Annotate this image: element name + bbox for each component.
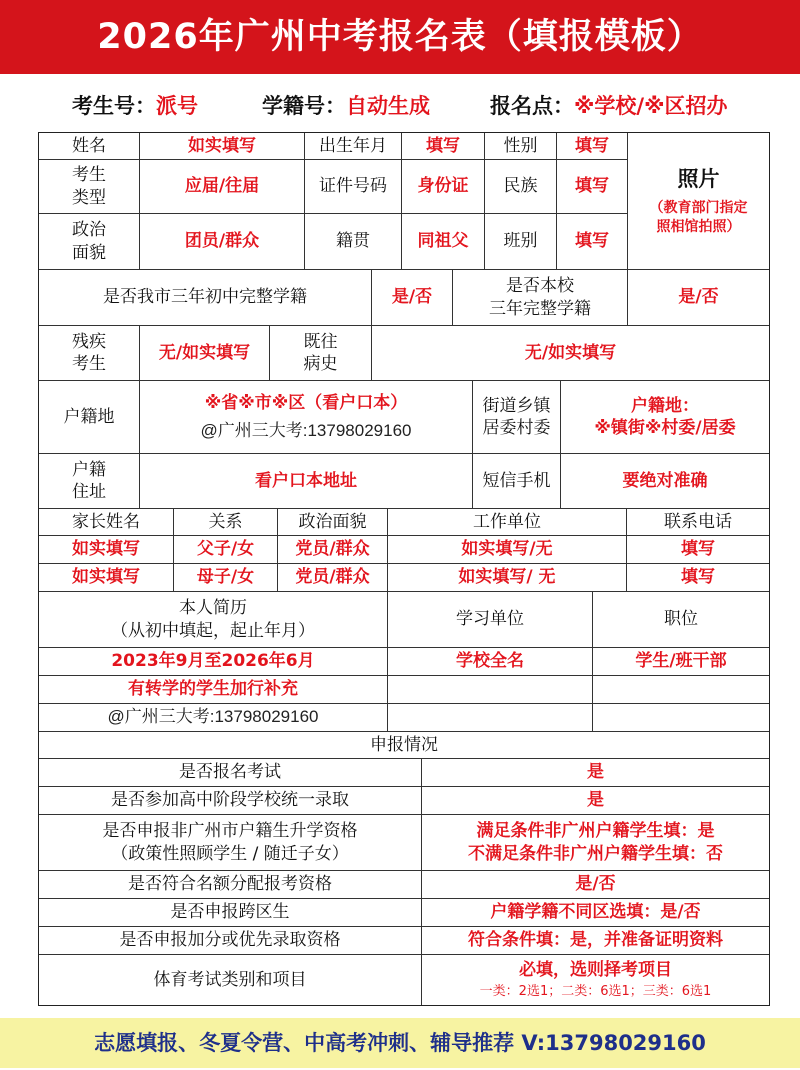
decl-label-quota: 是否符合名额分配报考资格 bbox=[39, 871, 422, 899]
birth-value: 填写 bbox=[402, 133, 485, 160]
parents-header-name: 家长姓名 bbox=[39, 509, 174, 536]
resume-period: 2023年9月至2026年6月 bbox=[39, 648, 388, 676]
resume-position: 学生/班干部 bbox=[593, 648, 769, 676]
hukou-value: ※省※市※区（看户口本） bbox=[204, 392, 408, 413]
native-value: 同祖父 bbox=[402, 214, 485, 270]
student-no-label: 学籍号： bbox=[262, 94, 346, 118]
gender-label: 性别 bbox=[485, 133, 557, 160]
exam-no-field bbox=[72, 86, 198, 126]
political-label: 政治 面貌 bbox=[39, 214, 140, 270]
parent2-name: 如实填写 bbox=[39, 564, 174, 592]
title-banner: 2026年广州中考报名表（填报模板） bbox=[0, 0, 800, 74]
exam-no-value: 派号 bbox=[156, 94, 198, 118]
exam-no-label: 考生号： bbox=[72, 94, 156, 118]
ethnic-label: 民族 bbox=[485, 160, 557, 214]
decl-pe-note: 一类：2选1；二类：6选1；三类：6选1 bbox=[479, 984, 712, 1000]
parent1-political: 党员/群众 bbox=[278, 536, 388, 564]
photo-note: （教育部门指定 照相馆拍照） bbox=[649, 200, 748, 235]
parent2-relation: 母子/女 bbox=[174, 564, 278, 592]
footer-banner: 志愿填报、冬夏令营、中高考冲刺、辅导推荐 V:13798029160 bbox=[0, 1018, 800, 1068]
photo-box bbox=[628, 133, 769, 270]
student-no-value: 自动生成 bbox=[346, 94, 430, 118]
decl-value-nonlocal: 满足条件非广州户籍学生填：是 不满足条件非广州户籍学生填：否 bbox=[422, 815, 769, 871]
decl-label-bonus: 是否申报加分或优先录取资格 bbox=[39, 927, 422, 955]
ethnic-value: 填写 bbox=[557, 160, 628, 214]
decl-label-pe: 体育考试类别和项目 bbox=[39, 955, 422, 1005]
decl-label-crossdistrict: 是否申报跨区生 bbox=[39, 899, 422, 927]
street-value: 户籍地： ※镇街※村委/居委 bbox=[561, 381, 769, 454]
parent1-phone: 填写 bbox=[627, 536, 769, 564]
resume-empty-unit-1 bbox=[388, 676, 593, 704]
declaration-header: 申报情况 bbox=[39, 732, 769, 759]
resume-unit: 学校全名 bbox=[388, 648, 593, 676]
school3-label: 是否本校 三年完整学籍 bbox=[453, 270, 628, 326]
resume-unit-header: 学习单位 bbox=[388, 592, 593, 648]
decl-value-exam: 是 bbox=[422, 759, 769, 787]
sms-value: 要绝对准确 bbox=[561, 454, 769, 509]
disabled-label: 残疾 考生 bbox=[39, 326, 140, 381]
parents-header-phone: 联系电话 bbox=[627, 509, 769, 536]
street-label: 街道乡镇 居委村委 bbox=[473, 381, 561, 454]
birth-label: 出生年月 bbox=[305, 133, 402, 160]
decl-value-crossdistrict: 户籍学籍不同区选填：是/否 bbox=[422, 899, 769, 927]
class-value: 填写 bbox=[557, 214, 628, 270]
hukou-watermark: @广州三大考:13798029160 bbox=[200, 421, 412, 440]
decl-label-admission: 是否参加高中阶段学校统一录取 bbox=[39, 787, 422, 815]
parent2-political: 党员/群众 bbox=[278, 564, 388, 592]
full3-label: 是否我市三年初中完整学籍 bbox=[39, 270, 372, 326]
parents-header-political: 政治面貌 bbox=[278, 509, 388, 536]
gender-value: 填写 bbox=[557, 133, 628, 160]
full3-value: 是/否 bbox=[372, 270, 453, 326]
registration-form bbox=[38, 132, 770, 1006]
parents-header-work: 工作单位 bbox=[388, 509, 627, 536]
name-value: 如实填写 bbox=[140, 133, 305, 160]
type-label: 考生 类型 bbox=[39, 160, 140, 214]
site-label: 报名点： bbox=[490, 94, 574, 118]
history-value: 无/如实填写 bbox=[372, 326, 769, 381]
resume-empty-unit-2 bbox=[388, 704, 593, 732]
resume-empty-position-2 bbox=[593, 704, 769, 732]
resume-watermark: @广州三大考:13798029160 bbox=[39, 704, 388, 732]
decl-label-exam: 是否报名考试 bbox=[39, 759, 422, 787]
political-value: 团员/群众 bbox=[140, 214, 305, 270]
name-label: 姓名 bbox=[39, 133, 140, 160]
student-no-field bbox=[262, 86, 430, 126]
decl-value-pe: 必填，选则择考项目 bbox=[519, 960, 672, 980]
decl-value-bonus: 符合条件填：是，并准备证明资料 bbox=[422, 927, 769, 955]
parent1-relation: 父子/女 bbox=[174, 536, 278, 564]
decl-pe-cell bbox=[422, 955, 769, 1005]
parent1-name: 如实填写 bbox=[39, 536, 174, 564]
address-value: 看户口本地址 bbox=[140, 454, 473, 509]
resume-header: 本人简历 （从初中填起，起止年月） bbox=[39, 592, 388, 648]
sms-label: 短信手机 bbox=[473, 454, 561, 509]
photo-label: 照片 bbox=[677, 167, 720, 192]
parent2-phone: 填写 bbox=[627, 564, 769, 592]
history-label: 既往 病史 bbox=[270, 326, 372, 381]
disabled-value: 无/如实填写 bbox=[140, 326, 270, 381]
class-label: 班别 bbox=[485, 214, 557, 270]
hukou-cell bbox=[140, 381, 473, 454]
hukou-label: 户籍地 bbox=[39, 381, 140, 454]
type-value: 应届/往届 bbox=[140, 160, 305, 214]
decl-value-quota: 是/否 bbox=[422, 871, 769, 899]
site-field bbox=[490, 86, 728, 126]
parent2-work: 如实填写/ 无 bbox=[388, 564, 627, 592]
resume-position-header: 职位 bbox=[593, 592, 769, 648]
native-label: 籍贯 bbox=[305, 214, 402, 270]
decl-label-nonlocal: 是否申报非广州市户籍生升学资格 （政策性照顾学生 / 随迁子女） bbox=[39, 815, 422, 871]
address-label: 户籍 住址 bbox=[39, 454, 140, 509]
resume-empty-position-1 bbox=[593, 676, 769, 704]
decl-value-admission: 是 bbox=[422, 787, 769, 815]
resume-transfer-note: 有转学的学生加行补充 bbox=[39, 676, 388, 704]
school3-value: 是/否 bbox=[628, 270, 769, 326]
id-value: 身份证 bbox=[402, 160, 485, 214]
parent1-work: 如实填写/无 bbox=[388, 536, 627, 564]
site-value: ※学校/※区招办 bbox=[574, 94, 728, 118]
id-label: 证件号码 bbox=[305, 160, 402, 214]
parents-header-relation: 关系 bbox=[174, 509, 278, 536]
